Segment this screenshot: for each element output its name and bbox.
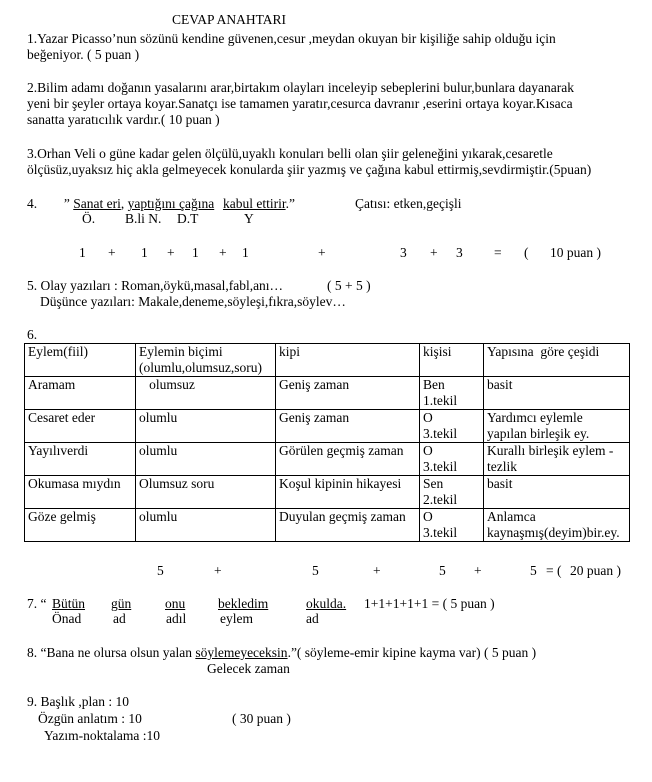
table-cell	[25, 443, 136, 476]
table-cell	[420, 476, 484, 509]
q4-word-predicate: kabul ettirir	[222, 196, 286, 211]
cell-text: Kurallı birleşik eylem -	[487, 443, 614, 458]
q6-score-7: 5	[530, 563, 537, 578]
q5-score: ( 5 + 5 )	[327, 278, 371, 293]
q7-word-1: Bütün	[52, 596, 86, 611]
q4-score-4: +	[167, 245, 175, 260]
q4-score-1: 1	[79, 245, 86, 260]
table-row	[25, 410, 630, 443]
q1-line-2: beğeniyor. ( 5 puan )	[27, 47, 140, 62]
table-row	[25, 509, 630, 542]
table-cell	[136, 377, 276, 410]
table-cell	[136, 410, 276, 443]
table-header-row	[25, 344, 630, 377]
q4-word-subject: Sanat eri	[73, 196, 121, 211]
q6-table	[24, 343, 630, 542]
table-cell	[25, 410, 136, 443]
q6-score-4: +	[373, 563, 381, 578]
q7-tag-1: Önad	[52, 611, 82, 626]
q2-line-2: yeni bir şeyler ortaya koyar.Sanatçı ise tamamen yaratır,cesurca davranır ,eserini ortaya koyar.Kısaca	[27, 96, 573, 111]
cell-text: Koşul kipinin hikayesi	[279, 476, 402, 491]
q4-score-12: =	[494, 245, 502, 260]
cell-text: Görülen geçmiş zaman	[279, 443, 404, 458]
cell-text: kipi	[279, 344, 301, 359]
q6-score-2: +	[214, 563, 222, 578]
q7-word-4: bekledim	[218, 596, 269, 611]
q4-number: 4.	[27, 196, 38, 211]
cell-text: kişisi	[423, 344, 452, 359]
table-cell	[484, 410, 630, 443]
page-title: CEVAP ANAHTARI	[172, 12, 287, 27]
table-row	[25, 443, 630, 476]
q7-tag-2: ad	[113, 611, 126, 626]
q4-score-3: 1	[141, 245, 148, 260]
cell-text: Yapısına göre çeşidi	[487, 344, 600, 359]
table-cell	[136, 443, 276, 476]
cell-text: O	[423, 443, 433, 458]
q4-score-7: 1	[242, 245, 249, 260]
table-cell	[484, 476, 630, 509]
table-cell	[276, 344, 420, 377]
q9-line-1: 9. Başlık ,plan : 10	[27, 694, 129, 709]
q4-score-13: (	[524, 245, 529, 260]
cell-text: yapılan birleşik ey.	[487, 426, 590, 441]
cell-text: Eylem(fiil)	[28, 344, 88, 359]
q6-score-9: 20 puan )	[570, 563, 621, 578]
q4-score-9: 3	[400, 245, 407, 260]
q8-sentence	[27, 645, 536, 661]
q3-line-1: 3.Orhan Veli o güne kadar gelen ölçülü,uyaklı konuları belli olan şiir geleneğini yıkarak,cesaretle	[27, 146, 553, 161]
q4-word-object: yaptığını çağına	[127, 196, 215, 211]
q4-voice: Çatısı: etken,geçişli	[355, 196, 462, 211]
cell-text: Eylemin biçimi	[139, 344, 223, 359]
q5-line-2: Düşünce yazıları: Makale,deneme,söyleşi,fıkra,söylev…	[40, 294, 346, 309]
q4-score-5: 1	[192, 245, 199, 260]
table-cell	[25, 509, 136, 542]
cell-text: Olumsuz soru	[139, 476, 215, 491]
q2-line-1: 2.Bilim adamı doğanın yasalarını arar,birtakım olayları inceleyip sebeplerini bulur,bunlara dayanarak	[27, 80, 574, 95]
q8-pre: 8. “Bana ne olursa olsun yalan	[27, 645, 196, 660]
q6-score-6: +	[474, 563, 482, 578]
q9-line-2: Özgün anlatım : 10	[38, 711, 142, 726]
table-cell	[276, 509, 420, 542]
table-cell	[136, 509, 276, 542]
cell-text: Yardımcı eylemle	[487, 410, 583, 425]
q1-line-1: 1.Yazar Picasso’nun sözünü kendine güvenen,cesur ,meydan okuyan bir kişiliğe sahip olduğu için	[27, 31, 556, 46]
q4-score-11: 3	[456, 245, 463, 260]
cell-text: tezlik	[487, 459, 517, 474]
q4-score-6: +	[219, 245, 227, 260]
q2-line-3: sanatta yaratıcılık vardır.( 10 puan )	[27, 112, 220, 127]
q8-tag: Gelecek zaman	[207, 661, 290, 676]
table-cell	[136, 476, 276, 509]
table-cell	[420, 509, 484, 542]
q3-line-2: ölçüsüz,uyaksız hiç akla gelmeyecek konularda şiir yazmış ve çağına kabul ettirmiş,sevdirmiştir.(5puan)	[27, 162, 592, 177]
q6-score-3: 5	[312, 563, 319, 578]
cell-text: O	[423, 509, 433, 524]
q4-tag-predicate: Y	[244, 211, 254, 226]
cell-text: O	[423, 410, 433, 425]
cell-text: olumlu	[139, 443, 178, 458]
cell-text: Duyulan geçmiş zaman	[279, 509, 406, 524]
q4-score-8: +	[318, 245, 326, 260]
q7-prefix: 7. “	[27, 596, 47, 611]
q4-tag-object: B.li N.	[125, 211, 162, 226]
q7-tag-3: adıl	[166, 611, 187, 626]
table-cell	[276, 410, 420, 443]
table-cell	[420, 377, 484, 410]
table-cell	[484, 509, 630, 542]
cell-text: 2.tekil	[423, 492, 458, 507]
cell-text: 3.tekil	[423, 426, 458, 441]
table-cell	[420, 443, 484, 476]
q4-tag-subject: Ö.	[82, 211, 96, 226]
table-cell	[276, 476, 420, 509]
q8-post: .”( söyleme-emir kipine kayma var) ( 5 puan )	[287, 645, 537, 660]
cell-text: Geniş zaman	[279, 377, 350, 392]
cell-text: Ben	[423, 377, 445, 392]
cell-text: Geniş zaman	[279, 410, 350, 425]
cell-text: 3.tekil	[423, 525, 458, 540]
cell-text: basit	[487, 377, 513, 392]
table-cell	[484, 377, 630, 410]
table-cell	[136, 344, 276, 377]
table-cell	[484, 443, 630, 476]
table-cell	[276, 443, 420, 476]
cell-text: Cesaret eder	[28, 410, 96, 425]
cell-text: Okumasa mıydın	[28, 476, 121, 491]
table-cell	[420, 344, 484, 377]
q4-score-2: +	[108, 245, 116, 260]
table-cell	[25, 377, 136, 410]
cell-text: Anlamca	[487, 509, 536, 524]
q7-word-5: okulda.	[306, 596, 347, 611]
q5-line-1: 5. Olay yazıları : Roman,öykü,masal,fabl,anı…	[27, 278, 284, 293]
cell-text: (olumlu,olumsuz,soru)	[139, 360, 262, 375]
cell-text: Sen	[423, 476, 444, 491]
cell-text: basit	[487, 476, 513, 491]
q7-word-2: gün	[111, 596, 132, 611]
cell-text: Yayılıverdi	[28, 443, 89, 458]
table-row	[25, 476, 630, 509]
cell-text: Göze gelmiş	[28, 509, 96, 524]
q4-sentence: 4. ” Sanat eri, yaptığını çağına kabul ettirir.”	[27, 196, 295, 211]
cell-text: olumsuz	[139, 377, 195, 392]
q6-number: 6.	[27, 327, 38, 342]
cell-text: kaynaşmış(deyim)bir.ey.	[487, 525, 620, 540]
q7-word-3: onu	[165, 596, 186, 611]
q9-score: ( 30 puan )	[232, 711, 291, 726]
cell-text: olumlu	[139, 410, 178, 425]
q6-score-5: 5	[439, 563, 446, 578]
q7-tag-5: ad	[306, 611, 319, 626]
table-cell	[25, 476, 136, 509]
q4-score-14: 10 puan )	[550, 245, 601, 260]
cell-text: Aramam	[28, 377, 76, 392]
table-cell	[484, 344, 630, 377]
q4-tag-indirect: D.T	[177, 211, 199, 226]
cell-text: 1.tekil	[423, 393, 458, 408]
q8-verb: söylemeyeceksin	[195, 645, 288, 660]
q9-line-3: Yazım-noktalama :10	[44, 728, 160, 743]
q4-open-quote: ”	[63, 196, 74, 211]
q4-close-quote: .”	[285, 196, 295, 211]
q6-score-1: 5	[157, 563, 164, 578]
cell-text: 3.tekil	[423, 459, 458, 474]
q6-score-8: = (	[546, 563, 562, 578]
table-cell	[420, 410, 484, 443]
q7-sum: 1+1+1+1+1 = ( 5 puan )	[364, 596, 495, 611]
q7-tag-4: eylem	[220, 611, 253, 626]
table-cell	[25, 344, 136, 377]
table-cell	[276, 377, 420, 410]
table-row	[25, 377, 630, 410]
q4-score-10: +	[430, 245, 438, 260]
cell-text: olumlu	[139, 509, 178, 524]
